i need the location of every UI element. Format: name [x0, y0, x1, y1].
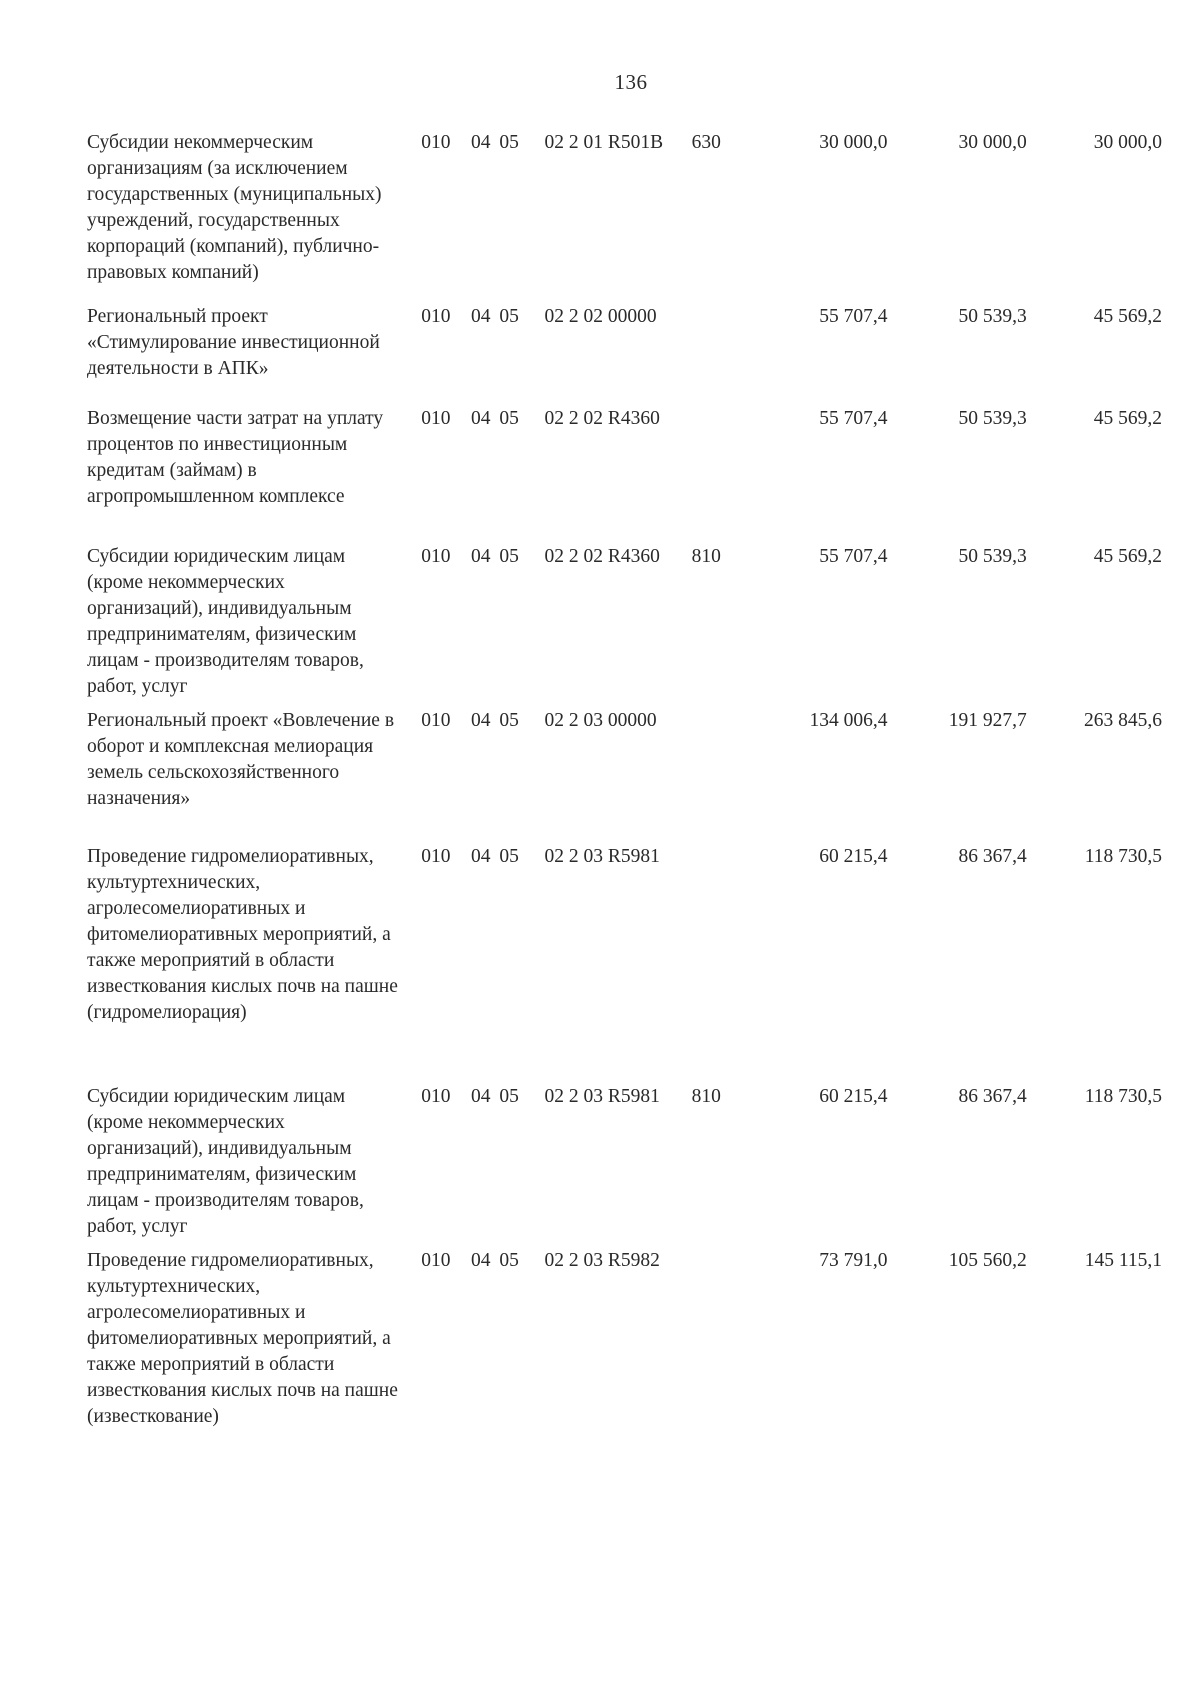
- row-section-code: 04 05: [470, 710, 519, 731]
- row-admin-code: 010: [421, 1086, 451, 1107]
- row-target-article: 02 2 02 R4360: [544, 546, 660, 567]
- table-row: [87, 844, 1162, 1084]
- row-admin-code: 010: [421, 132, 451, 153]
- row-value-year-3: 145 115,1: [1084, 1250, 1162, 1271]
- row-name: Проведение гидромелиоративных, культуртехнических, агролесомелиоративных и фитомелиоративных мероприятий, а также мероприятий в области известкования кислых почв на пашне (известкование): [87, 1250, 398, 1427]
- row-section-code: 04 05: [470, 408, 519, 429]
- table-row: [87, 708, 1162, 844]
- row-name: Региональный проект «Стимулирование инвестиционной деятельности в АПК»: [87, 306, 380, 379]
- row-value-year-1: 55 707,4: [819, 306, 888, 327]
- row-value-year-3: 45 569,2: [1093, 546, 1162, 567]
- row-value-year-1: 55 707,4: [819, 546, 888, 567]
- row-target-article: 02 2 03 R5981: [544, 846, 660, 867]
- row-value-year-1: 73 791,0: [819, 1250, 888, 1271]
- table-row: [87, 304, 1162, 406]
- row-value-year-1: 55 707,4: [819, 408, 888, 429]
- budget-table: [87, 130, 1162, 1488]
- row-value-year-2: 50 539,3: [958, 546, 1027, 567]
- row-value-year-2: 86 367,4: [958, 846, 1027, 867]
- table-row: [87, 1248, 1162, 1488]
- table-row: [87, 1084, 1162, 1248]
- row-value-year-3: 118 730,5: [1084, 1086, 1162, 1107]
- row-value-year-2: 50 539,3: [958, 306, 1027, 327]
- row-value-year-2: 30 000,0: [958, 132, 1027, 153]
- row-value-year-1: 60 215,4: [819, 846, 888, 867]
- row-target-article: 02 2 02 00000: [544, 306, 657, 327]
- row-section-code: 04 05: [470, 846, 519, 867]
- row-target-article: 02 2 02 R4360: [544, 408, 660, 429]
- row-admin-code: 010: [421, 306, 451, 327]
- row-expense-type: 630: [691, 132, 721, 153]
- row-admin-code: 010: [421, 546, 451, 567]
- row-value-year-3: 45 569,2: [1093, 408, 1162, 429]
- row-admin-code: 010: [421, 408, 451, 429]
- row-name: Проведение гидромелиоративных, культуртехнических, агролесомелиоративных и фитомелиоративных мероприятий, а также мероприятий в области известкования кислых почв на пашне (гидромелиорация): [87, 846, 398, 1023]
- row-target-article: 02 2 03 R5982: [544, 1250, 660, 1271]
- row-value-year-3: 118 730,5: [1084, 846, 1162, 867]
- row-value-year-2: 105 560,2: [948, 1250, 1027, 1271]
- row-value-year-1: 30 000,0: [819, 132, 888, 153]
- table-row: [87, 406, 1162, 544]
- row-name: Возмещение части затрат на уплату процентов по инвестиционным кредитам (займам) в агропромышленном комплексе: [87, 408, 384, 507]
- row-section-code: 04 05: [470, 306, 519, 327]
- row-name: Субсидии юридическим лицам (кроме некоммерческих организаций), индивидуальным предпринимателям, физическим лицам - производителям товаров, работ, услуг: [87, 546, 364, 697]
- row-expense-type: 810: [691, 546, 721, 567]
- row-value-year-2: 86 367,4: [958, 1086, 1027, 1107]
- row-value-year-3: 30 000,0: [1093, 132, 1162, 153]
- row-target-article: 02 2 03 R5981: [544, 1086, 660, 1107]
- row-section-code: 04 05: [470, 132, 519, 153]
- row-section-code: 04 05: [470, 546, 519, 567]
- row-section-code: 04 05: [470, 1250, 519, 1271]
- row-name: Субсидии некоммерческим организациям (за исключением государственных (муниципальных) учреждений, государственных корпораций (компаний), публично-правовых компаний): [87, 132, 382, 283]
- row-value-year-3: 263 845,6: [1083, 710, 1162, 731]
- row-admin-code: 010: [421, 846, 451, 867]
- row-admin-code: 010: [421, 1250, 451, 1271]
- row-value-year-3: 45 569,2: [1093, 306, 1162, 327]
- row-target-article: 02 2 03 00000: [544, 710, 657, 731]
- row-expense-type: 810: [691, 1086, 721, 1107]
- row-name: Региональный проект «Вовлечение в оборот и комплексная мелиорация земель сельскохозяйственного назначения»: [87, 710, 395, 809]
- page-number: 136: [614, 70, 648, 94]
- row-value-year-2: 191 927,7: [948, 710, 1027, 731]
- table-row: [87, 130, 1162, 304]
- row-target-article: 02 2 01 R501B: [544, 132, 664, 153]
- row-name: Субсидии юридическим лицам (кроме некоммерческих организаций), индивидуальным предпринимателям, физическим лицам - производителям товаров, работ, услуг: [87, 1086, 364, 1237]
- row-value-year-2: 50 539,3: [958, 408, 1027, 429]
- row-admin-code: 010: [421, 710, 451, 731]
- row-value-year-1: 134 006,4: [809, 710, 888, 731]
- table-row: [87, 544, 1162, 708]
- row-section-code: 04 05: [470, 1086, 519, 1107]
- row-value-year-1: 60 215,4: [819, 1086, 888, 1107]
